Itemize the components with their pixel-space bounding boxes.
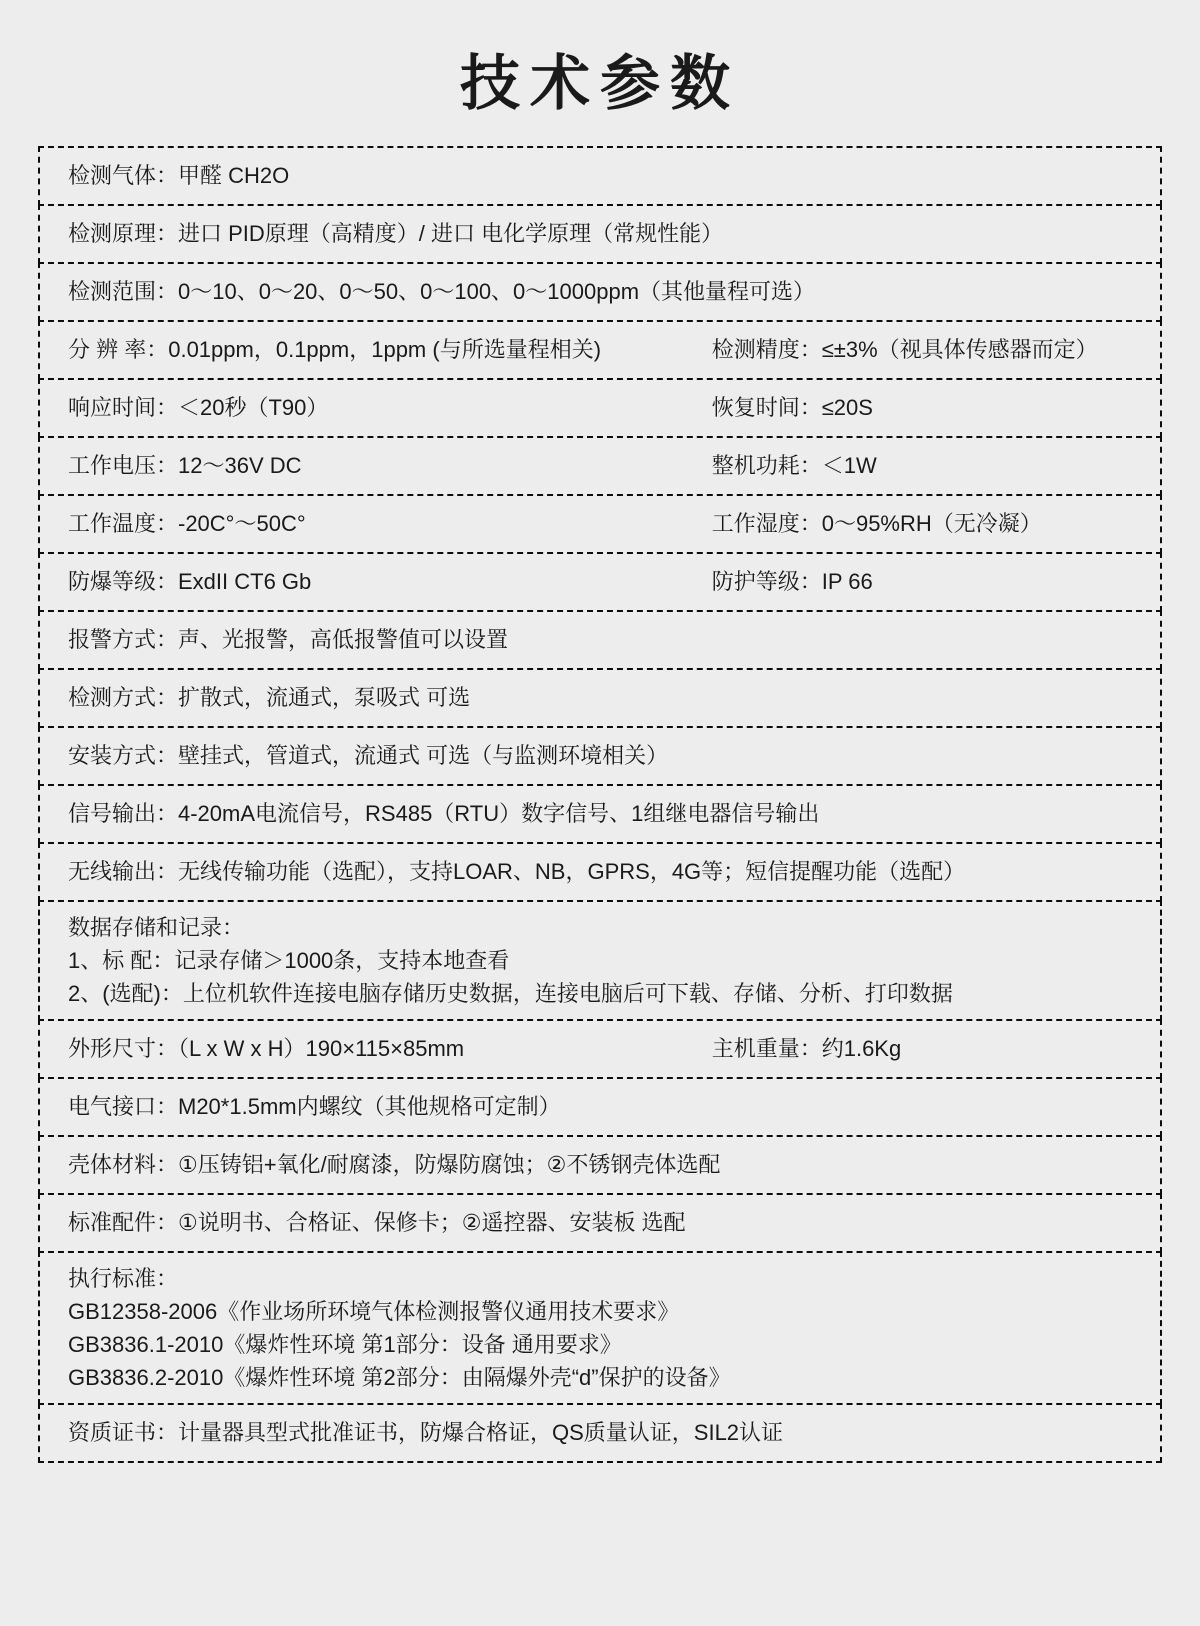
spec-cell-left: 工作电压：12～36V DC (68, 453, 302, 478)
spec-sheet-page (0, 48, 1200, 1626)
spec-cell-left: 壳体材料：①压铸铝+氧化/耐腐漆，防爆防腐蚀；②不锈钢壳体选配 (68, 1152, 721, 1177)
spec-row (38, 204, 1162, 264)
spec-line: 1、标 配：记录存储＞1000条，支持本地查看 (68, 948, 510, 973)
spec-cell-left: 检测方式：扩散式，流通式，泵吸式 可选 (68, 685, 471, 710)
spec-cell-left: 报警方式：声、光报警，高低报警值可以设置 (68, 627, 509, 652)
spec-line: 2、(选配)：上位机软件连接电脑存储历史数据，连接电脑后可下载、存储、分析、打印数据 (68, 981, 953, 1006)
spec-row (38, 784, 1162, 844)
spec-cell-left: 安装方式：壁挂式，管道式，流通式 可选（与监测环境相关） (68, 743, 669, 768)
spec-cell-left: 信号输出：4-20mA电流信号，RS485（RTU）数字信号、1组继电器信号输出 (68, 801, 820, 826)
spec-row (38, 320, 1162, 380)
spec-cell-right: 防护等级：IP 66 (711, 569, 873, 594)
spec-row (38, 1193, 1162, 1253)
spec-cell-left: 分 辨 率：0.01ppm，0.1ppm，1ppm (与所选量程相关) (68, 337, 602, 362)
spec-cell-right: 整机功耗：＜1W (711, 453, 877, 478)
spec-row (38, 842, 1162, 902)
spec-row (38, 1251, 1162, 1405)
spec-line: GB3836.2-2010《爆炸性环境 第2部分：由隔爆外壳“d”保护的设备》 (68, 1365, 731, 1390)
spec-row (38, 1019, 1162, 1079)
spec-row (38, 146, 1162, 206)
spec-cell-right: 恢复时间：≤20S (711, 395, 873, 420)
spec-line: 执行标准： (68, 1266, 179, 1291)
spec-row (38, 610, 1162, 670)
spec-cell-right: 工作湿度：0～95%RH（无冷凝） (711, 511, 1042, 536)
spec-row (38, 668, 1162, 728)
spec-cell-left: 检测原理：进口 PID原理（高精度）/ 进口 电化学原理（常规性能） (68, 221, 724, 246)
spec-cell-left: 检测范围：0～10、0～20、0～50、0～100、0～1000ppm（其他量程可选） (68, 279, 816, 304)
spec-cell-left: 检测气体：甲醛 CH2O (68, 163, 290, 188)
spec-row (38, 436, 1162, 496)
spec-row (38, 552, 1162, 612)
spec-line: GB3836.1-2010《爆炸性环境 第1部分：设备 通用要求》 (68, 1332, 622, 1357)
spec-cell-left: 工作温度：-20C°～50C° (68, 511, 306, 536)
spec-row (38, 378, 1162, 438)
page-title: 技术参数 (460, 50, 740, 117)
spec-cell-left: 电气接口：M20*1.5mm内螺纹（其他规格可定制） (68, 1094, 561, 1119)
spec-cell-left: 资质证书：计量器具型式批准证书，防爆合格证，QS质量认证，SIL2认证 (68, 1420, 784, 1445)
spec-row (38, 1135, 1162, 1195)
spec-row (38, 1403, 1162, 1463)
spec-row (38, 1077, 1162, 1137)
spec-cell-left: 无线输出：无线传输功能（选配），支持LOAR、NB，GPRS，4G等；短信提醒功能（选配） (68, 859, 966, 884)
spec-cell-left: 响应时间：＜20秒（T90） (68, 395, 329, 420)
spec-cell-right: 主机重量：约1.6Kg (711, 1036, 902, 1061)
spec-line: 数据存储和记录： (68, 915, 245, 940)
spec-row (38, 726, 1162, 786)
spec-cell-left: 防爆等级：ExdII CT6 Gb (68, 569, 312, 594)
spec-row (38, 262, 1162, 322)
spec-table (38, 146, 1162, 1463)
spec-cell-left: 外形尺寸：（L x W x H）190×115×85mm (68, 1036, 465, 1061)
spec-cell-left: 标准配件：①说明书、合格证、保修卡；②遥控器、安装板 选配 (68, 1210, 686, 1235)
spec-row (38, 494, 1162, 554)
spec-cell-right: 检测精度：≤±3%（视具体传感器而定） (711, 337, 1098, 362)
spec-row (38, 900, 1162, 1021)
spec-line: GB12358-2006《作业场所环境气体检测报警仪通用技术要求》 (68, 1299, 680, 1324)
